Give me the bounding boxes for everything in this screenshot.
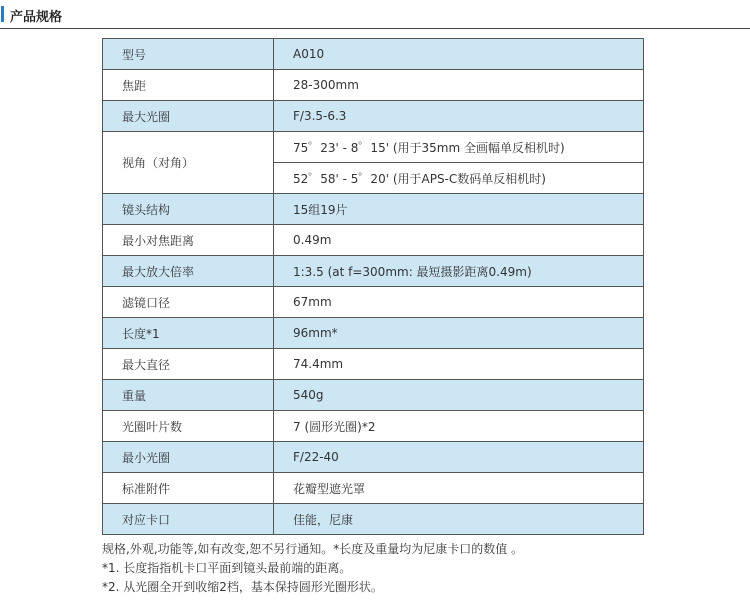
footnotes [102, 540, 523, 597]
spec-value: F/3.5-6.3 [274, 101, 644, 132]
spec-value: 96mm* [274, 318, 644, 349]
spec-value: 0.49m [274, 225, 644, 256]
section-header [0, 0, 750, 29]
spec-label: 对应卡口 [103, 504, 274, 535]
section-title: 产品规格 [10, 10, 63, 25]
footnote-general: 规格,外观,功能等,如有改变,恕不另行通知。*长度及重量均为尼康卡口的数值 。 [102, 542, 524, 556]
spec-row-min-aperture [103, 442, 644, 473]
spec-row-accessory [103, 473, 644, 504]
spec-row-max-aperture [103, 101, 644, 132]
spec-row-min-focus [103, 225, 644, 256]
spec-label: 最大光圈 [103, 101, 274, 132]
spec-label: 镜头结构 [103, 194, 274, 225]
spec-label: 光圈叶片数 [103, 411, 274, 442]
spec-row-model [103, 39, 644, 70]
spec-value: 75゜23' - 8゜15' (用于35mm 全画幅单反相机时) [274, 132, 644, 163]
spec-label: 型号 [103, 39, 274, 70]
spec-value: 1:3.5 (at f=300mm: 最短摄影距离0.49m) [274, 256, 644, 287]
spec-row-mount [103, 504, 644, 535]
spec-label: 最小光圈 [103, 442, 274, 473]
spec-value: 540g [274, 380, 644, 411]
spec-table [102, 38, 644, 535]
spec-row-diaphragm-blades [103, 411, 644, 442]
spec-row-filter-size [103, 287, 644, 318]
header-accent-bar [1, 6, 4, 22]
spec-row-lens-construction [103, 194, 644, 225]
spec-row-weight [103, 380, 644, 411]
spec-row-length [103, 318, 644, 349]
spec-label: 滤镜口径 [103, 287, 274, 318]
spec-label: 视角（对角） [103, 132, 274, 194]
spec-label: 最小对焦距离 [103, 225, 274, 256]
spec-row-max-magnification [103, 256, 644, 287]
spec-label: 最大放大倍率 [103, 256, 274, 287]
spec-label: 焦距 [103, 70, 274, 101]
spec-label: 重量 [103, 380, 274, 411]
spec-label: 标准附件 [103, 473, 274, 504]
spec-row-angle-of-view [103, 132, 644, 163]
spec-value: 15组19片 [274, 194, 644, 225]
spec-value: 28-300mm [274, 70, 644, 101]
spec-value: A010 [274, 39, 644, 70]
footnote-1: *1. 长度指指机卡口平面到镜头最前端的距离。 [102, 561, 352, 575]
spec-value: 花瓣型遮光罩 [274, 473, 644, 504]
spec-value: 佳能，尼康 [274, 504, 644, 535]
spec-label: 长度*1 [103, 318, 274, 349]
spec-row-max-diameter [103, 349, 644, 380]
spec-value: F/22-40 [274, 442, 644, 473]
spec-value: 74.4mm [274, 349, 644, 380]
spec-value: 7 (圆形光圈)*2 [274, 411, 644, 442]
footnote-2: *2. 从光圈全开到收缩2档，基本保持圆形光圈形状。 [102, 580, 383, 594]
spec-value: 67mm [274, 287, 644, 318]
spec-row-focal-length [103, 70, 644, 101]
spec-value: 52゜58' - 5゜20' (用于APS-C数码单反相机时) [274, 163, 644, 194]
spec-label: 最大直径 [103, 349, 274, 380]
